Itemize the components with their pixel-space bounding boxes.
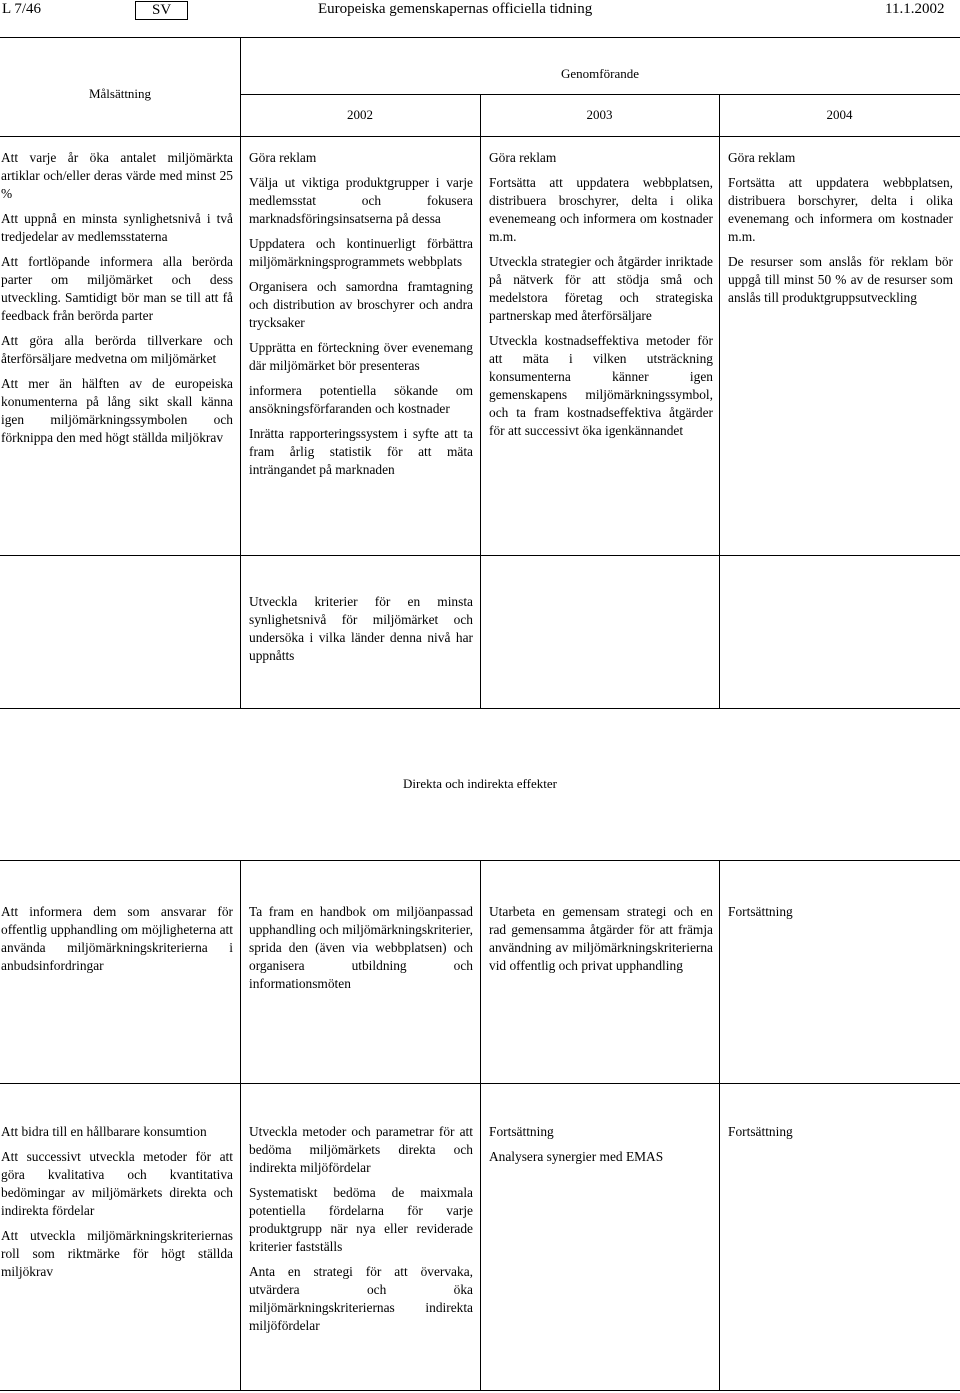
paragraph: Upprätta en förteckning över evenemang där miljömärket bör presenteras xyxy=(249,340,473,373)
paragraph: Att göra alla berörda tillverkare och återförsäljare medvetna om miljömärket xyxy=(1,333,233,366)
cell-r1-goal xyxy=(1,149,233,447)
paragraph: Att successivt utveckla metoder för att göra kvalitativa och kvantitativa bedömingar av miljömärkets direkta och indirekta fördelar xyxy=(1,1149,233,1218)
cell-r1-2003 xyxy=(489,149,713,440)
paragraph: Göra reklam xyxy=(249,150,317,165)
cell-r3-2004 xyxy=(728,903,953,921)
col-divider-1c xyxy=(240,860,241,1390)
row-rule-2 xyxy=(0,708,960,709)
paragraph: Systematiskt bedöma de maixmala potentiella fördelarna för varje produktgrupp när nya eller reviderade kriterier fastställs xyxy=(249,1185,473,1254)
paragraph: Inrätta rapporteringssystem i syfte att ta fram årlig statistik för att mäta inträngandet på marknaden xyxy=(249,426,473,477)
col-divider-3b xyxy=(719,555,720,708)
cell-r4-2002 xyxy=(249,1123,473,1335)
paragraph: informera potentiella sökande om ansökningsförfaranden och kostnader xyxy=(249,383,473,416)
cell-r1-2002 xyxy=(249,149,473,479)
col-divider-3a xyxy=(719,94,720,555)
col-divider-2a xyxy=(480,94,481,555)
paragraph: Fortsätta att uppdatera webbplatsen, distribuera broschyrer, delta i olika evenemeang och informera om kostnader m.m. xyxy=(489,175,713,244)
paragraph: Att uppnå en minsta synlighetsnivå i två tredjedelar av medlemsstaterna xyxy=(1,211,233,244)
header-year-2003: 2003 xyxy=(586,107,613,122)
cell-r4-2003 xyxy=(489,1123,713,1166)
paragraph: Utveckla kriterier för en minsta synlighetsnivå för miljömärket och undersöka i vilka länder denna nivå har uppnåtts xyxy=(249,594,473,663)
col-divider-2c xyxy=(480,860,481,1390)
paragraph: Att mer än hälften av de europeiska konumenterna på lång sikt skall känna igen miljömärkningssymbolen och förknippa den med högt ställda miljökrav xyxy=(1,376,233,445)
paragraph: Utveckla strategier och åtgärder inriktade på nätverk för att stödja små och medelstora företag och strategiska partnerskap med återförsäljare xyxy=(489,254,713,323)
table-bottom-rule xyxy=(0,1390,960,1391)
paragraph: De resurser som anslås för reklam bör uppgå till minst 50 % av de resurser som anslås till produktgruppsutveckling xyxy=(728,254,953,305)
header-year-2004: 2004 xyxy=(826,107,853,122)
page-number: L 7/46 xyxy=(2,1,42,17)
paragraph: Anta en strategi för att övervaka, utvärdera och öka miljömärkningskriteriernas indirekta miljöfördelar xyxy=(249,1264,473,1333)
header-implementation: Genomförande xyxy=(561,66,639,81)
paragraph: Att fortlöpande informera alla berörda parter om miljömärket och dess utveckling. Samtidigt bör man se till att få feedback från berörda parter xyxy=(1,254,233,323)
paragraph: Organisera och samordna framtagning och distribution av broschyrer och andra trycksaker xyxy=(249,279,473,330)
paragraph: Fortsätta att uppdatera webbplatsen, distribuera borschyrer, delta i olika evenemang och informera om kostnader m.m. xyxy=(728,175,953,244)
journal-title: Europeiska gemenskapernas officiella tidning xyxy=(318,1,593,17)
paragraph: Ta fram en handbok om miljöanpassad upphandling och miljömärkningskriterier, sprida den (även via webbplatsen) och organisera utbildning och informationsmöten xyxy=(249,904,473,991)
header-goal: Målsättning xyxy=(88,86,152,101)
section-heading: Direkta och indirekta effekter xyxy=(403,776,557,791)
cell-r3-2003 xyxy=(489,903,713,975)
table-top-rule xyxy=(0,37,960,38)
year-header-rule xyxy=(240,94,960,95)
header-year-2002: 2002 xyxy=(347,107,373,122)
col-divider-2b xyxy=(480,555,481,708)
cell-r3-goal xyxy=(1,903,233,975)
cell-r3-2002 xyxy=(249,903,473,993)
paragraph: Göra reklam xyxy=(489,150,557,165)
paragraph: Fortsättning xyxy=(489,1124,554,1139)
language-code: SV xyxy=(135,1,188,20)
paragraph: Att informera dem som ansvarar för offentlig upphandling om möjligheterna att använda miljömärkningskriterierna i anbudsinfordringar xyxy=(1,904,233,973)
paragraph: Välja ut viktiga produktgrupper i varje medlemsstat och fokusera marknadsföringsinsatserna på dessa xyxy=(249,175,473,226)
col-divider-3c xyxy=(719,860,720,1390)
paragraph: Att varje år öka antalet miljömärkta artiklar och/eller deras värde med minst 25 % xyxy=(1,150,233,201)
paragraph: Göra reklam xyxy=(728,150,796,165)
publication-date: 11.1.2002 xyxy=(885,1,945,17)
page-header xyxy=(0,0,960,22)
cell-r2-2002 xyxy=(249,593,473,665)
cell-r4-2004 xyxy=(728,1123,953,1141)
cell-r1-2004 xyxy=(728,149,953,307)
paragraph: Fortsättning xyxy=(728,1124,793,1139)
paragraph: Utveckla metoder och parametrar för att bedöma miljömärkets direkta och indirekta miljöfördelar xyxy=(249,1124,473,1175)
paragraph: Uppdatera och kontinuerligt förbättra miljömärkningsprogrammets webbplats xyxy=(249,236,473,269)
paragraph: Analysera synergier med EMAS xyxy=(489,1149,664,1164)
paragraph: Fortsättning xyxy=(728,904,793,919)
paragraph: Att utveckla miljömärkningskriteriernas roll som riktmärke för högt ställda miljökrav xyxy=(1,1228,233,1279)
cell-r4-goal xyxy=(1,1123,233,1281)
col-divider-1b xyxy=(240,555,241,708)
paragraph: Att bidra till en hållbarare konsumtion xyxy=(1,1124,207,1139)
paragraph: Utarbeta en gemensam strategi och en rad gemensamma åtgärder för att främja användning av miljömärkningskriterierna vid offentlig och privat upphandling xyxy=(489,904,713,973)
paragraph: Utveckla kostnadseffektiva metoder för att mäta i vilken utsträckning konsumenterna känner igen gemenskapens miljömärkningssymbol, och ta fram kostnadseffektiva åtgärder för att successivt öka igenkännandet xyxy=(489,333,713,438)
